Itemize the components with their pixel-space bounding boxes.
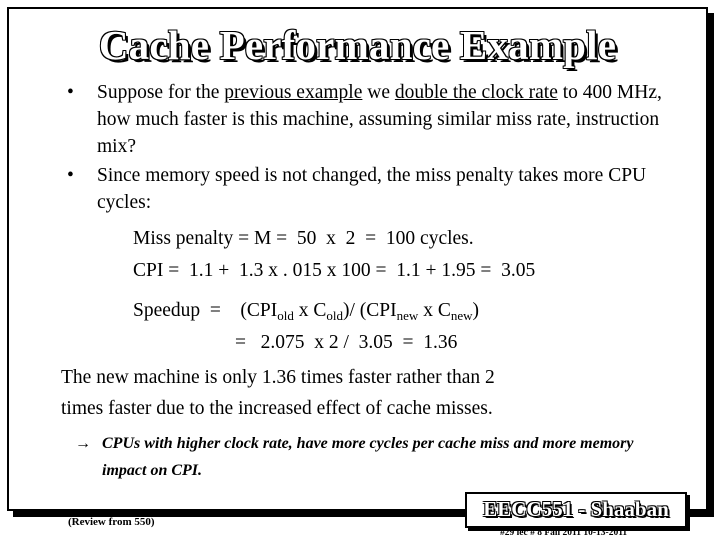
- brand-label: EECC551 - Shaaban: [465, 492, 687, 528]
- slide-frame: [7, 7, 708, 511]
- bullet-2-marker: •: [67, 165, 74, 186]
- conclusion-line-1: The new machine is only 1.36 times faster rather than 2: [61, 367, 495, 388]
- note-text: CPUs with higher clock rate, have more cycles per cache miss and more memory impact on CPI.: [102, 435, 634, 479]
- cpi-line: CPI = 1.1 + 1.3 x . 015 x 100 = 1.1 + 1.95 = 3.05: [133, 260, 536, 281]
- speedup-formula: [133, 297, 479, 324]
- bullet-1-marker: •: [67, 82, 74, 103]
- subscript-old: old: [277, 308, 294, 323]
- speedup-result-line: = 2.075 x 2 / 3.05 = 1.36: [235, 332, 458, 353]
- bullet-1-underlined-double-clock: double the clock rate: [394, 82, 558, 103]
- bullet-1: [67, 79, 687, 160]
- subscript-old: old: [326, 308, 344, 323]
- subscript-new: new: [450, 308, 473, 323]
- bullet-1-part: Suppose for the: [97, 82, 225, 103]
- speedup-part: x C: [418, 300, 451, 321]
- arrow-right-icon: →: [75, 435, 91, 452]
- slide-title: Cache Performance Example: [98, 22, 617, 68]
- conclusion-line-2: times faster due to the increased effect of cache misses.: [61, 398, 493, 419]
- bullet-2: [67, 162, 687, 216]
- review-label: (Review from 550): [68, 516, 155, 528]
- speedup-part: )/ (CPI: [343, 300, 397, 321]
- bullet-1-part: we: [362, 82, 395, 103]
- speedup-suffix: ): [472, 300, 479, 321]
- slide-footer: #29 lec # 8 Fall 2011 10-13-2011: [500, 528, 628, 538]
- bullet-2-text: Since memory speed is not changed, the miss penalty takes more CPU cycles:: [97, 165, 647, 213]
- speedup-prefix: Speedup = (CPI: [133, 300, 278, 321]
- bullet-1-underlined-previous-example: previous example: [224, 82, 363, 103]
- speedup-part: x C: [293, 300, 327, 321]
- bullet-1-part: to 400 MHz, how much faster is this machine, assuming similar miss rate, instruction mix?: [97, 82, 662, 157]
- subscript-new: new: [396, 308, 419, 323]
- note: [75, 430, 675, 484]
- bullet-1-text: [97, 79, 687, 160]
- miss-penalty-line: Miss penalty = M = 50 x 2 = 100 cycles.: [133, 228, 474, 249]
